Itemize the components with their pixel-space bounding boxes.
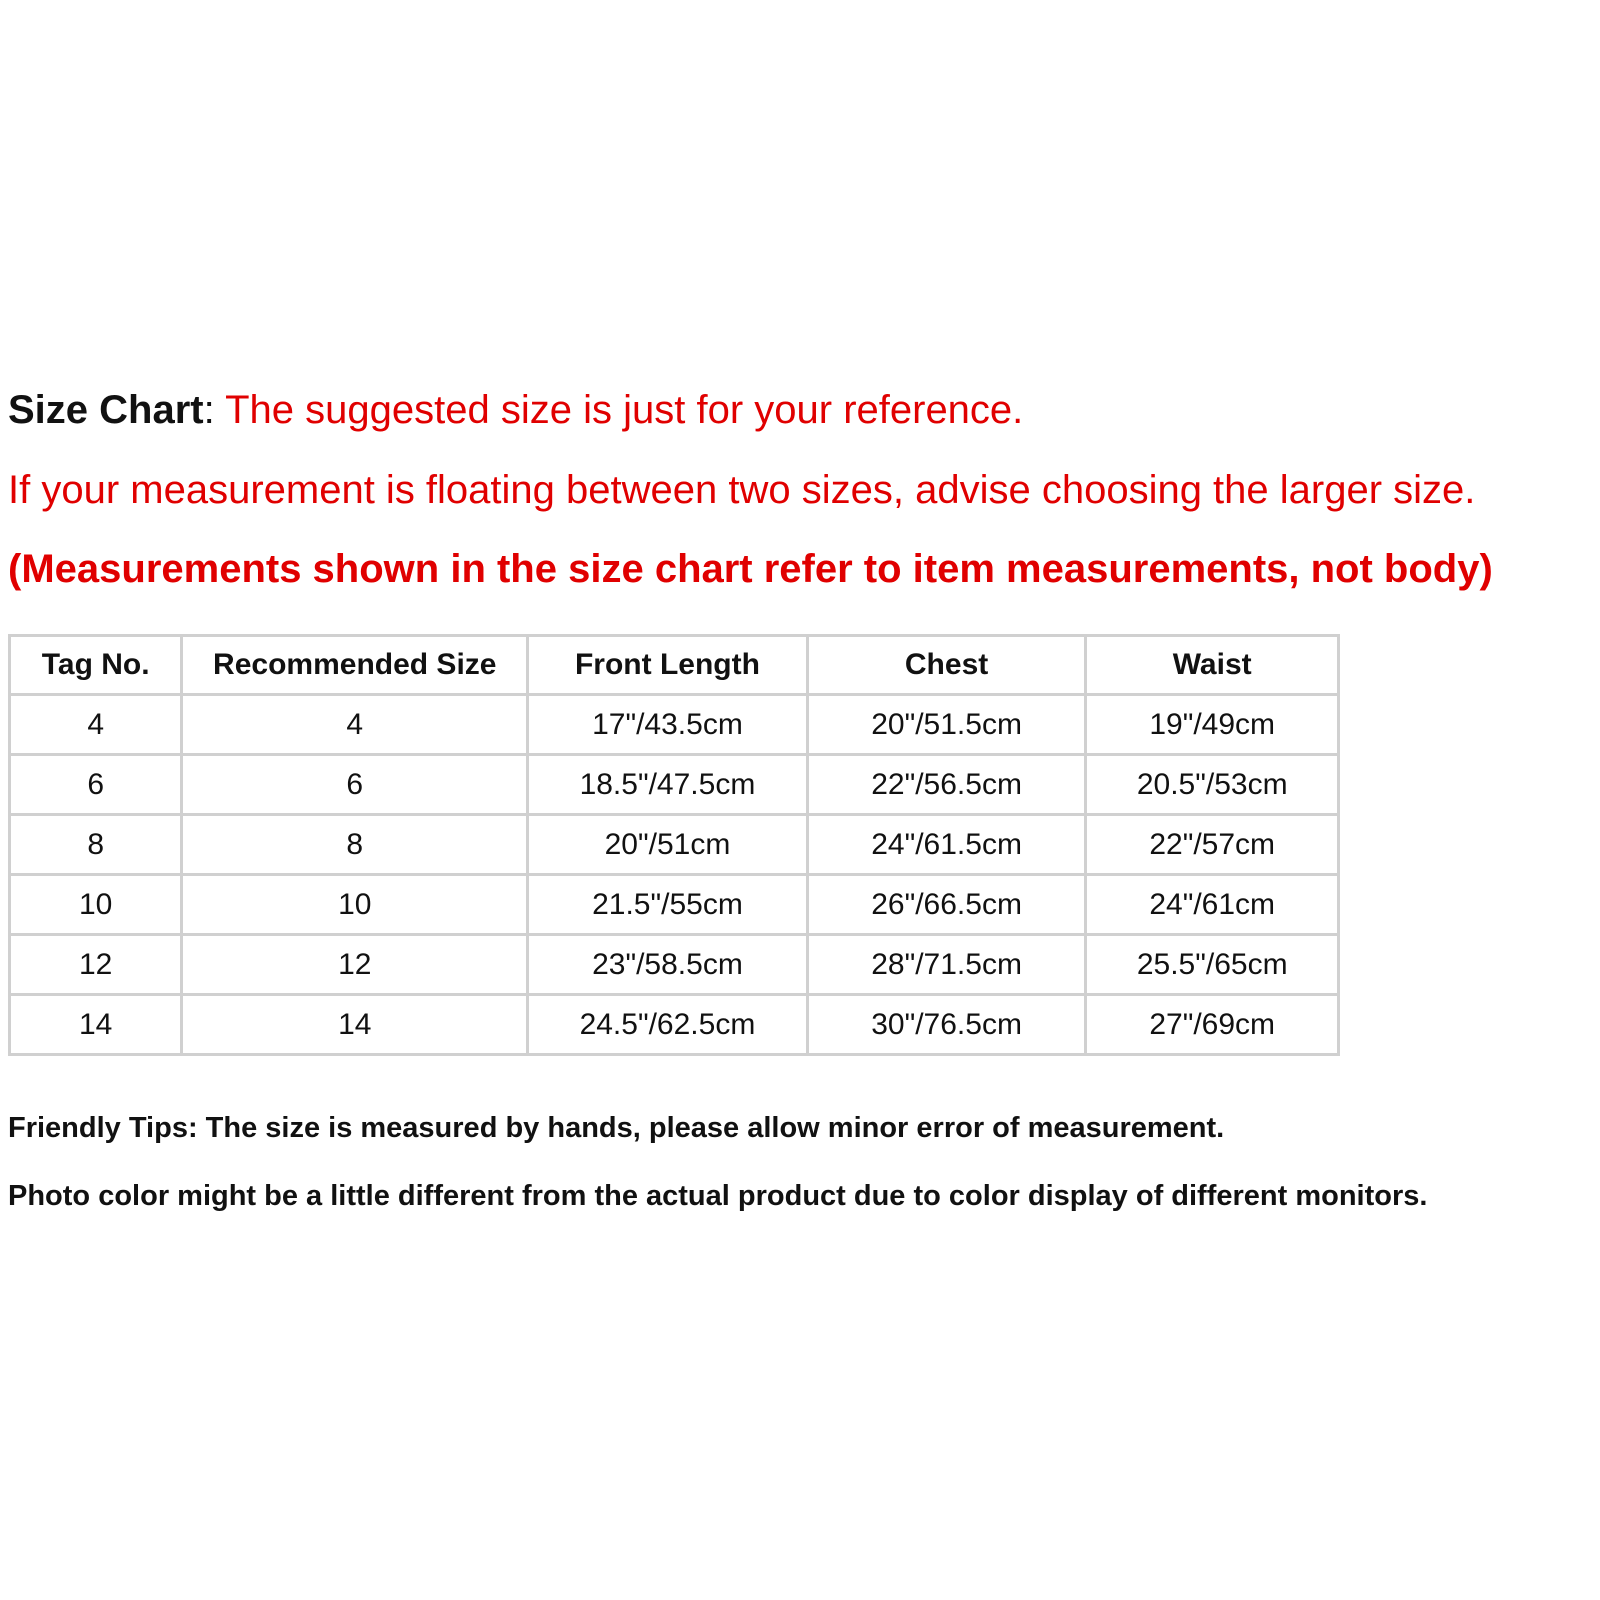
header-waist: Waist [1086, 636, 1339, 695]
tag-no-cell: 4 [10, 695, 182, 755]
table-row [10, 875, 1339, 935]
header-recommended-size: Recommended Size [182, 636, 528, 695]
waist-cell: 25.5"/65cm [1086, 935, 1339, 995]
waist-cell: 24"/61cm [1086, 875, 1339, 935]
front-length-cell: 20"/51cm [528, 815, 808, 875]
tag-no-cell: 14 [10, 995, 182, 1055]
table-row [10, 815, 1339, 875]
recommended-size-cell: 8 [182, 815, 528, 875]
size-chart-intro [8, 386, 1600, 593]
tag-no-cell: 12 [10, 935, 182, 995]
reference-note: The suggested size is just for your reference. [225, 388, 1024, 432]
recommended-size-cell: 14 [182, 995, 528, 1055]
tag-no-cell: 6 [10, 755, 182, 815]
table-row [10, 755, 1339, 815]
table-row [10, 995, 1339, 1055]
measurement-tip: Friendly Tips: The size is measured by hands, please allow minor error of measurement. [8, 1112, 1225, 1144]
front-length-cell: 24.5"/62.5cm [528, 995, 808, 1055]
recommended-size-cell: 6 [182, 755, 528, 815]
front-length-cell: 23"/58.5cm [528, 935, 808, 995]
front-length-cell: 18.5"/47.5cm [528, 755, 808, 815]
recommended-size-cell: 4 [182, 695, 528, 755]
size-table [8, 634, 1340, 1056]
front-length-cell: 17"/43.5cm [528, 695, 808, 755]
waist-cell: 27"/69cm [1086, 995, 1339, 1055]
item-measurements-note: (Measurements shown in the size chart refer to item measurements, not body) [8, 547, 1493, 591]
waist-cell: 19"/49cm [1086, 695, 1339, 755]
header-front-length: Front Length [528, 636, 808, 695]
table-row [10, 935, 1339, 995]
waist-cell: 20.5"/53cm [1086, 755, 1339, 815]
tag-no-cell: 10 [10, 875, 182, 935]
tag-no-cell: 8 [10, 815, 182, 875]
waist-cell: 22"/57cm [1086, 815, 1339, 875]
header-tag-no: Tag No. [10, 636, 182, 695]
recommended-size-cell: 12 [182, 935, 528, 995]
chest-cell: 22"/56.5cm [807, 755, 1086, 815]
size-chart-label: Size Chart [8, 388, 204, 432]
heading-colon: : [203, 388, 226, 432]
size-chart-heading-line [8, 386, 1600, 434]
chest-cell: 30"/76.5cm [807, 995, 1086, 1055]
photo-color-tip: Photo color might be a little different from the actual product due to color display of different monitors. [8, 1180, 1428, 1212]
table-header-row [10, 636, 1339, 695]
chest-cell: 24"/61.5cm [807, 815, 1086, 875]
header-chest: Chest [807, 636, 1086, 695]
between-sizes-note: If your measurement is floating between two sizes, advise choosing the larger size. [8, 468, 1476, 512]
chest-cell: 26"/66.5cm [807, 875, 1086, 935]
table-row [10, 695, 1339, 755]
recommended-size-cell: 10 [182, 875, 528, 935]
front-length-cell: 21.5"/55cm [528, 875, 808, 935]
friendly-tips [8, 1110, 1600, 1214]
chest-cell: 28"/71.5cm [807, 935, 1086, 995]
chest-cell: 20"/51.5cm [807, 695, 1086, 755]
